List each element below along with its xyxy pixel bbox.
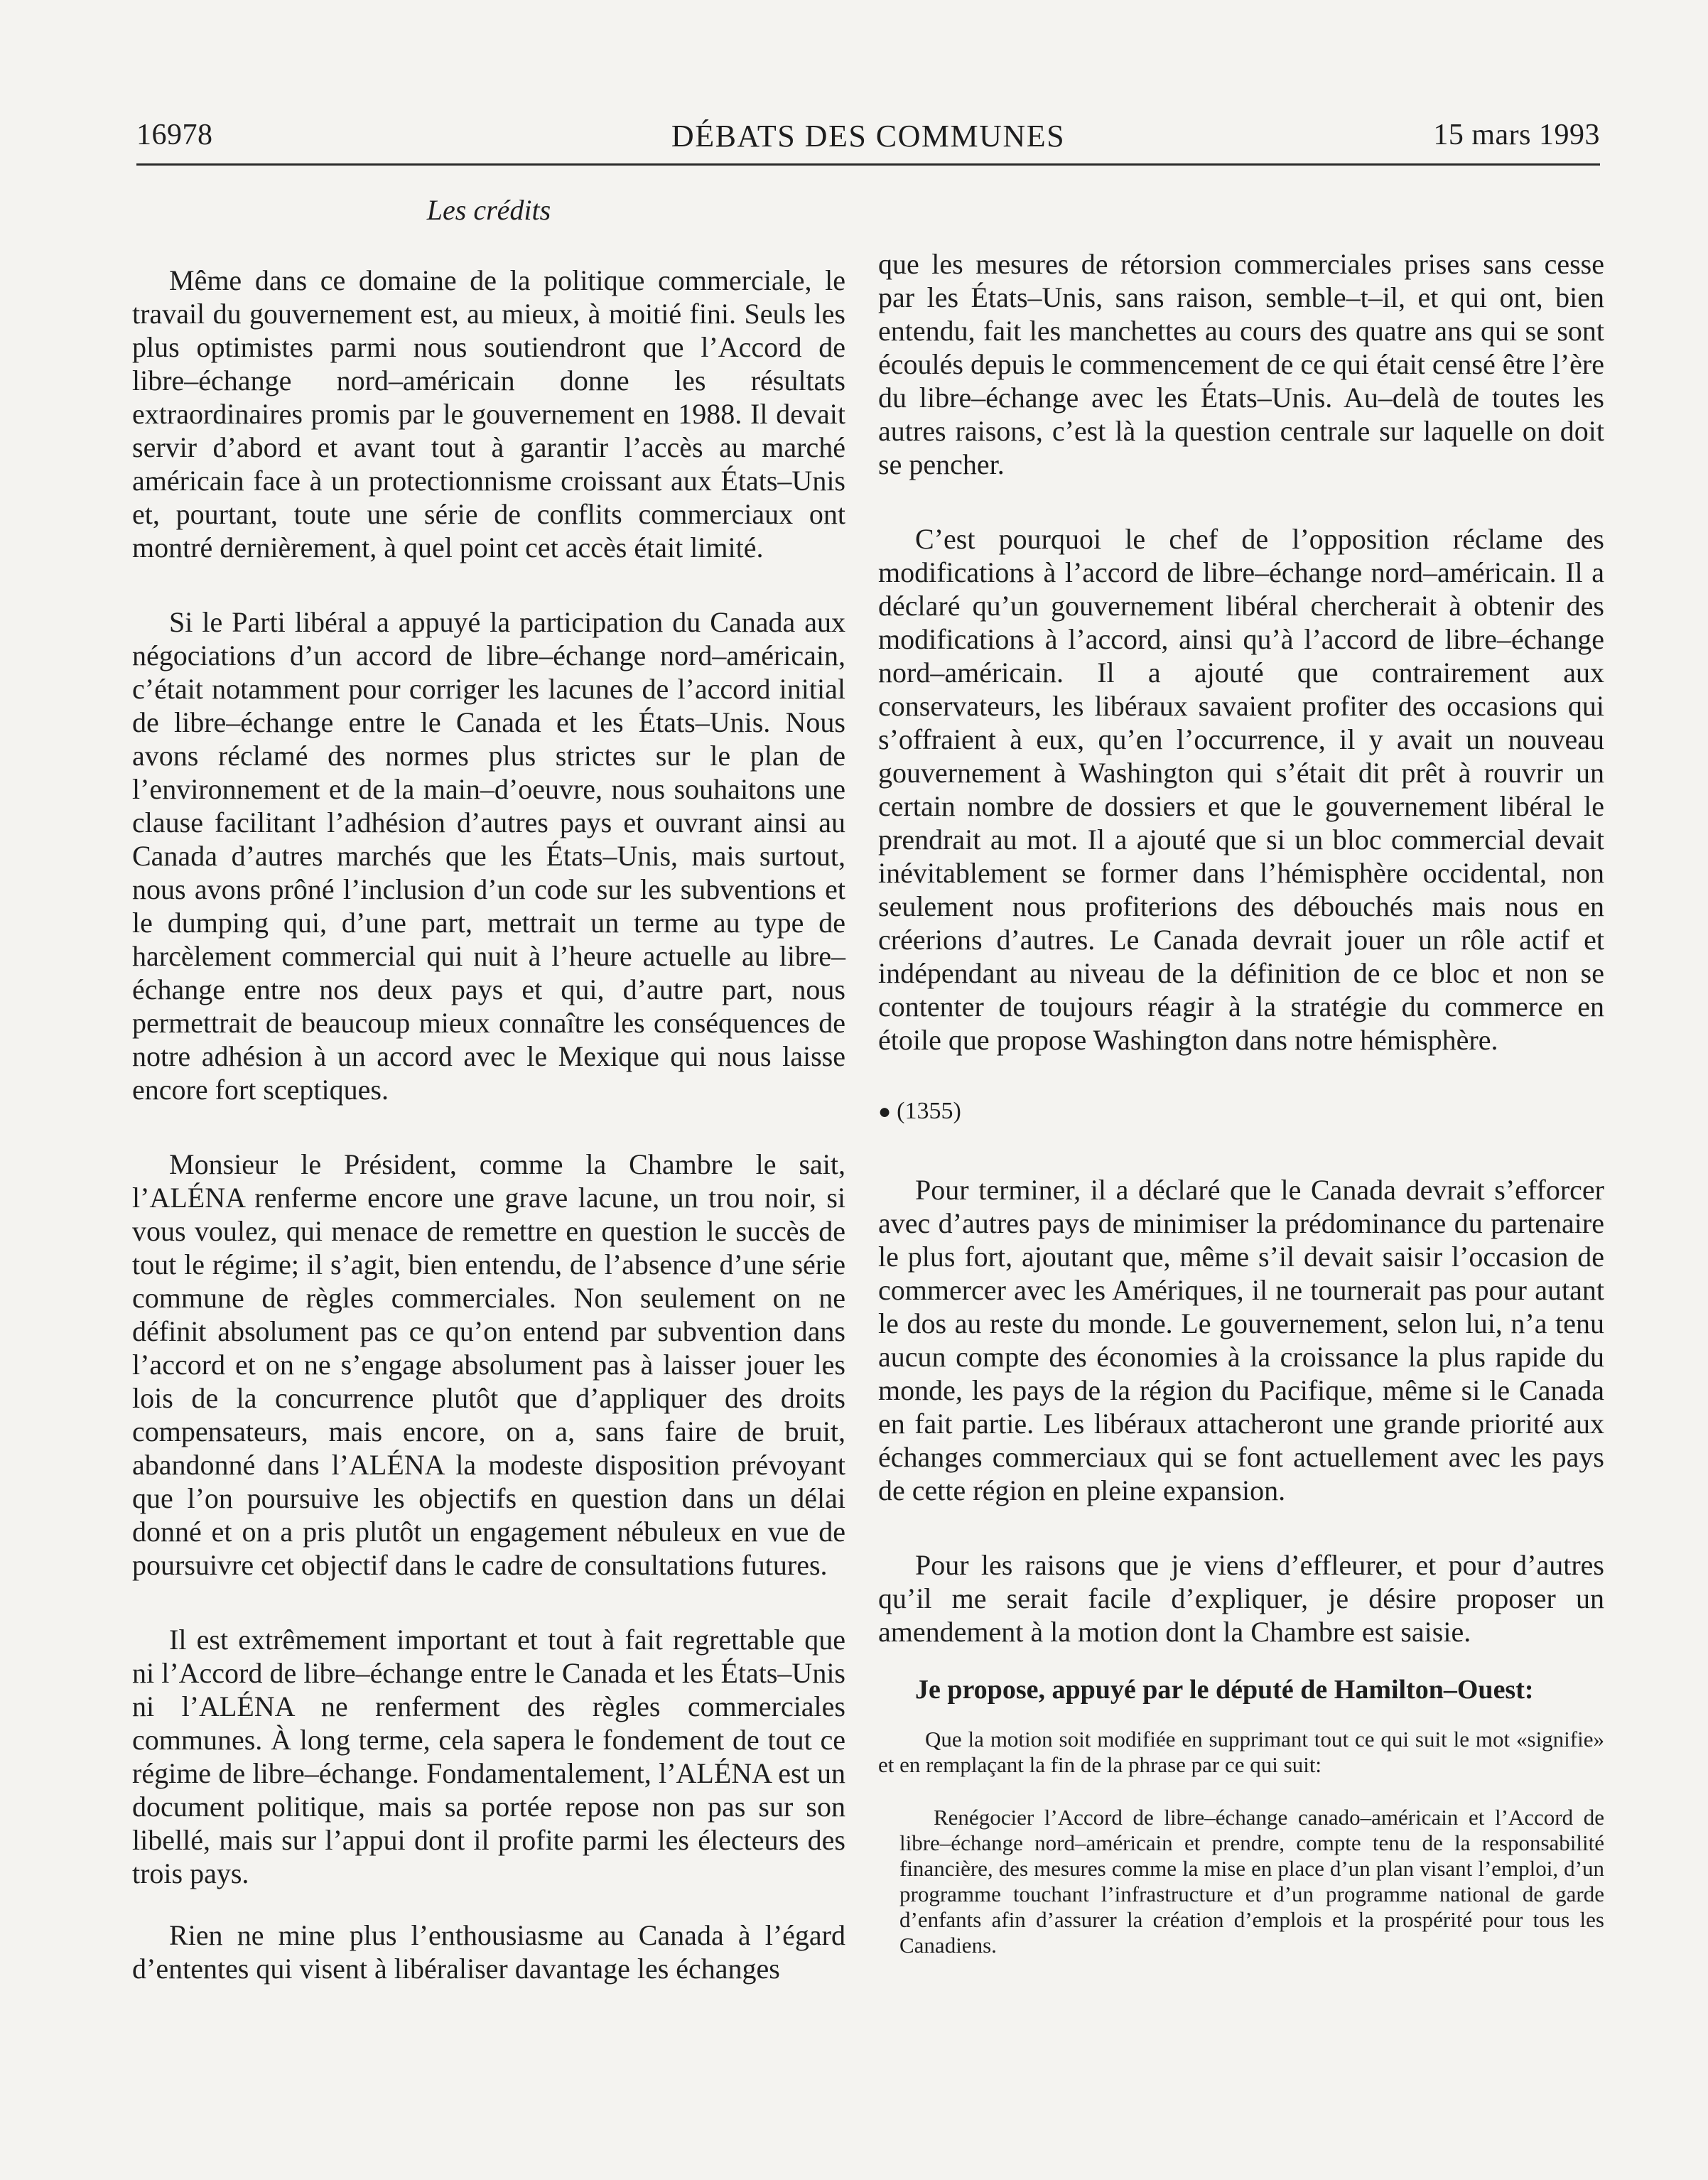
timestamp [878,1098,1604,1125]
paragraph: Si le Parti libéral a appuyé la participation du Canada aux négociations d’un accord de libre–échange nord–américain, c’était notamment pour corriger les lacunes de l’accord initial de libre–échange entre le Canada et les États–Unis. Nous avons réclamé des normes plus strictes sur le plan de l’environnement et de la main–d’oeuvre, nous souhaitons une clause facilitant l’adhésion d’autres pays et ouvrant ainsi au Canada d’autres marchés que les États–Unis, mais surtout, nous avons prôné l’inclusion d’un code sur les subventions et le dumping qui, d’une part, mettrait un terme au type de harcèlement commercial qui nuit à l’heure actuelle au libre–échange entre nos deux pays et qui, d’autre part, nous permettrait de beaucoup mieux connaître les conséquences de notre adhésion à un accord avec le Mexique qui nous laisse encore fort sceptiques. [132,606,845,1106]
page-date: 15 mars 1993 [1433,119,1600,151]
paragraph: Monsieur le Président, comme la Chambre le sait, l’ALÉNA renferme encore une grave lacune, un trou noir, si vous voulez, qui menace de remettre en question le succès de tout le régime; il s’agit, bien entendu, de l’absence d’une série commune de règles commerciales. Non seulement on ne définit absolument pas ce qu’on entend par subvention dans l’accord et on ne s’engage absolument pas à laisser jouer les lois de la concurrence plutôt que d’appliquer des droits compensateurs, mais encore, on a, sans faire de bruit, abandonné dans l’ALÉNA la modeste disposition prévoyant que l’on poursuive les objectifs en question dans un délai donné et on a pris plutôt un engagement nébuleux en vue de poursuivre cet objectif dans le cadre de consultations futures. [132,1148,845,1581]
paragraph: Rien ne mine plus l’enthousiasme au Canada à l’égard d’ententes qui visent à libéraliser davantage les échanges [132,1919,845,1985]
section-title: Les crédits [426,194,551,226]
timestamp-value: (1355) [897,1098,961,1124]
paragraph: Même dans ce domaine de la politique commerciale, le travail du gouvernement est, au mieux, à moitié fini. Seuls les plus optimistes parmi nous soutiendront que l’Accord de libre–échange nord–américain donne les résultats extraordinaires promis par le gouvernement en 1988. Il devait servir d’abord et avant tout à garantir l’accès au marché américain face à un protectionnisme croissant aux États–Unis et, pourtant, toute une série de conflits commerciaux ont montré dernièrement, à quel point cet accès était limité. [132,264,845,563]
paragraph: C’est pourquoi le chef de l’opposition réclame des modifications à l’accord de libre–échange nord–américain. Il a déclaré qu’un gouvernement libéral chercherait à obtenir des modifications à l’accord, ainsi qu’à l’accord de libre–échange nord–américain. Il a ajouté que contrairement aux conservateurs, les libéraux savaient profiter des occasions qui s’offraient à eux, qu’en l’occurrence, il y avait un nouveau gouvernement à Washington qui s’était dit prêt à rouvrir un certain nombre de dossiers et que le gouvernement libéral le prendrait au mot. Il a ajouté que si un bloc commercial devait inévitablement se former dans l’hémisphère occidental, non seulement nous profiterions des débouchés mais nous en créerions d’autres. Le Canada devrait jouer un rôle actif et indépendant au niveau de la définition de ce bloc et non se contenter de toujours réagir à la stratégie du commerce en étoile que propose Washington dans notre hémisphère. [878,523,1604,1056]
proposer-line: Je propose, appuyé par le député de Hamilton–Ouest: [915,1675,1534,1705]
page-header [136,115,1600,166]
motion-text: Que la motion soit modifiée en supprimant tout ce qui suit le mot «signifie» et en remplaçant la fin de la phrase par ce qui suit: [878,1727,1604,1777]
page-number: 16978 [136,119,213,151]
left-column [132,186,845,2027]
paragraph: Pour terminer, il a déclaré que le Canada devrait s’efforcer avec d’autres pays de minimiser la prédominance du partenaire le plus fort, ajoutant que, même s’il devait saisir l’occasion de commercer avec les Amériques, il ne tournerait pas pour autant le dos au reste du monde. Le gouvernement, selon lui, n’a tenu aucun compte des économies à la croissance la plus rapide du monde, les pays de la région du Pacifique, même si le Canada en fait partie. Les libéraux attacheront une grande priorité aux échanges commerciaux qui se font actuellement avec les pays de cette région en pleine expansion. [878,1174,1604,1506]
paragraph: Pour les raisons que je viens d’effleurer, et pour d’autres qu’il me serait facile d’expliquer, je désire proposer un amendement à la motion dont la Chambre est saisie. [878,1549,1604,1648]
paragraph-continuation: que les mesures de rétorsion commerciales prises sans cesse par les États–Unis, sans raison, semble–t–il, et qui ont, bien entendu, fait les manchettes au cours des quatre ans qui se sont écoulés depuis le commencement de ce qui était censé être l’ère du libre–échange avec les États–Unis. Au–delà de toutes les autres raisons, c’est là la question centrale sur laquelle on doit se pencher. [878,248,1604,480]
amendment-text: Renégocier l’Accord de libre–échange canado–américain et l’Accord de libre–échange nord–américain et prendre, compte tenu de la responsabilité financière, des mesures comme la mise en place d’un plan visant l’emploi, d’un programme touchant l’infrastructure et d’un programme national de garde d’enfants afin d’assurer la création d’emplois et la prospérité pour tous les Canadiens. [899,1805,1604,1958]
page-title: DÉBATS DES COMMUNES [671,119,1066,153]
right-column [878,186,1604,1958]
paragraph: Il est extrêmement important et tout à fait regrettable que ni l’Accord de libre–échange entre le Canada et les États–Unis ni l’ALÉNA ne renferment des règles commerciales communes. À long terme, cela sapera le fondement de tout ce régime de libre–échange. Fondamentalement, l’ALÉNA est un document politique, mais sa portée repose non pas sur son libellé, mais sur l’appui dont il profite parmi les électeurs des trois pays. [132,1624,845,1889]
bullet-icon: ● [878,1100,892,1123]
